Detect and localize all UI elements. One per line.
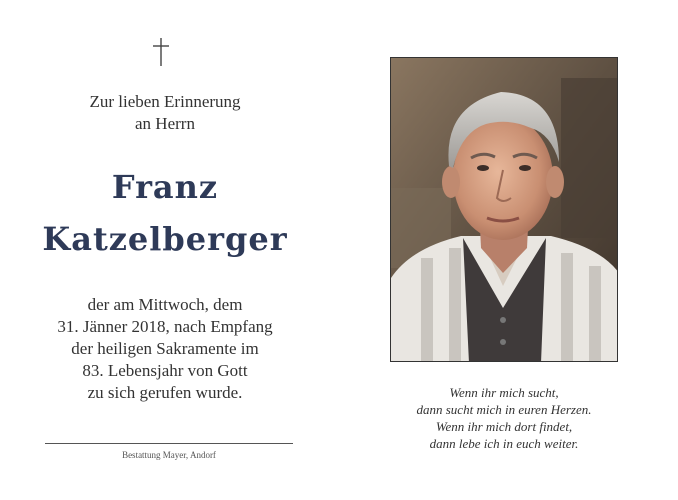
last-name: Katzelberger: [42, 220, 288, 258]
announcement-line: zu sich gerufen wurde.: [87, 383, 243, 402]
portrait-illustration: [391, 58, 618, 362]
verse-line: Wenn ihr mich dort findet,: [435, 419, 573, 434]
verse-line: Wenn ihr mich sucht,: [449, 385, 559, 400]
divider-line: [45, 443, 293, 444]
cross-icon: [150, 37, 172, 67]
intro-line-1: Zur lieben Erinnerung: [89, 92, 241, 111]
announcement-text: [0, 294, 330, 404]
verse-line: dann lebe ich in euch weiter.: [429, 436, 579, 451]
portrait-photo: [390, 57, 618, 362]
announcement-line: 31. Jänner 2018, nach Empfang: [57, 317, 273, 336]
undertaker-credit: Bestattung Mayer, Andorf: [122, 450, 216, 460]
intro-text: [0, 91, 330, 135]
verse-line: dann sucht mich in euren Herzen.: [416, 402, 592, 417]
first-name: Franz: [111, 168, 219, 206]
intro-line-2: an Herrn: [135, 114, 195, 133]
announcement-line: 83. Lebensjahr von Gott: [82, 361, 248, 380]
announcement-line: der am Mittwoch, dem: [87, 295, 243, 314]
memorial-verse: [372, 384, 636, 452]
announcement-line: der heiligen Sakramente im: [71, 339, 259, 358]
